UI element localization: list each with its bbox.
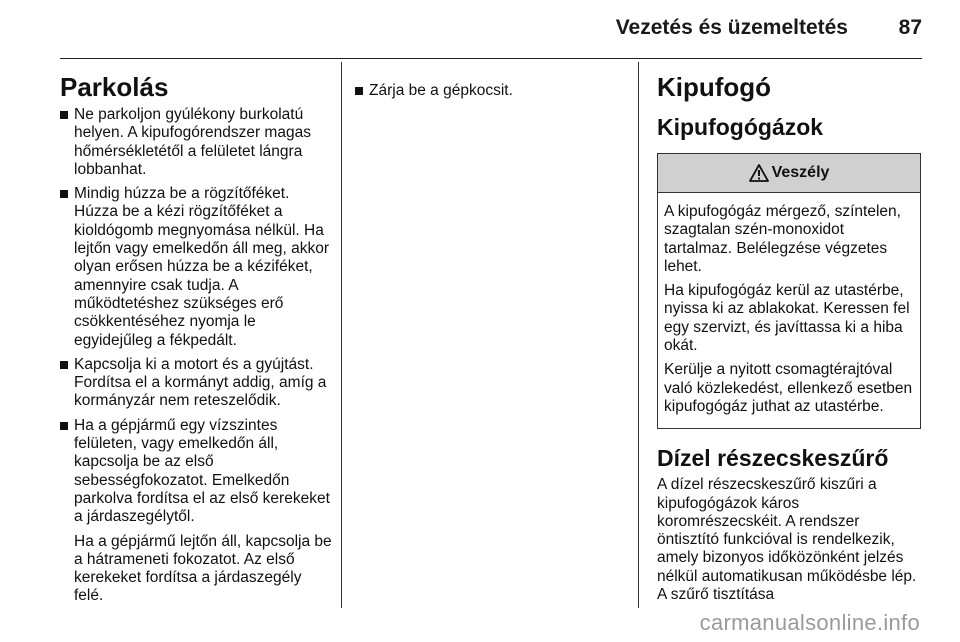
list-item: Zárja be a gépkocsit. bbox=[355, 82, 625, 100]
page-number: 87 bbox=[898, 16, 922, 39]
watermark: carmanualsonline.info bbox=[699, 610, 920, 635]
column-divider-2 bbox=[638, 62, 639, 608]
warning-paragraph: Kerülje a nyitott csomagtérajtóval való közlekedést, ellenkező esetben kipufogógáz juthat az utastérbe. bbox=[664, 361, 913, 415]
warning-paragraph: A kipufogógáz mérgező, színtelen, szagtalan szén-monoxidot tartalmaz. Belélegzése végzetes lehet. bbox=[664, 203, 901, 275]
page-header bbox=[0, 0, 960, 62]
body-paragraph: A dízel részecskeszűrő kiszűri a kipufogógázok káros koromrészecskéit. A rendszer öntisztító funkcióval is rendelkezik, amely bizonyos időközönként jelzés nélkül automatikusan működésbe lép. A szűrő tisztítása bbox=[657, 476, 917, 604]
list-item-continuation: Ha a gépjármű lejtőn áll, kapcsolja be a hátrameneti fokozatot. Az első kerekeket fordítsa a járdaszegély felé. bbox=[74, 532, 332, 605]
list-item: Ha a gépjármű egy vízszintes felületen, vagy emelkedőn áll, kapcsolja be az első sebességfokozatot. Emelkedőn parkolva fordítsa el az első kerekeket a járdaszegélytől. bbox=[60, 417, 332, 527]
section-heading-parking: Parkolás bbox=[60, 72, 169, 102]
list-item: Ne parkoljon gyúlékony burkolatú helyen. A kipufogórendszer magas hőmérsékletétől a felületet lángra lobbanhat. bbox=[60, 106, 332, 179]
header-divider bbox=[60, 58, 922, 59]
warning-title: Veszély bbox=[771, 163, 830, 181]
danger-warning-box bbox=[657, 153, 921, 429]
warning-body bbox=[658, 193, 920, 428]
list-item: Kapcsolja ki a motort és a gyújtást. Fordítsa el a kormányt addig, amíg a kormányzár nem reteszelődik. bbox=[60, 356, 332, 411]
column-exhaust bbox=[657, 64, 921, 604]
column-middle bbox=[355, 82, 625, 106]
list-item: Mindig húzza be a rögzítőféket. Húzza be a kézi rögzítőféket a kioldógomb megnyomása nélkül. Ha lejtőn vagy emelkedőn áll meg, akkor olyan erősen húzza be a kéziféket, amennyire csak tudja. A működtetéshez szükséges erő csökkentéséhez nyomja le egyidejűleg a fékpedált. bbox=[60, 185, 332, 350]
warning-triangle-icon bbox=[749, 164, 769, 182]
page-header-title: Vezetés és üzemeltetés bbox=[615, 16, 848, 39]
column-parking bbox=[60, 64, 332, 612]
section-heading-exhaust: Kipufogó bbox=[657, 72, 772, 102]
warning-header bbox=[658, 154, 920, 193]
subsection-heading-exhaust-gases: Kipufogógázok bbox=[657, 114, 824, 140]
column-divider-1 bbox=[341, 62, 342, 608]
section-heading-diesel-particulate-filter: Dízel részecskeszűrő bbox=[657, 445, 889, 472]
warning-paragraph: Ha kipufogógáz kerül az utastérbe, nyissa ki az ablakokat. Keressen fel egy szervizt, és javíttassa ki a hiba okát. bbox=[664, 282, 910, 355]
